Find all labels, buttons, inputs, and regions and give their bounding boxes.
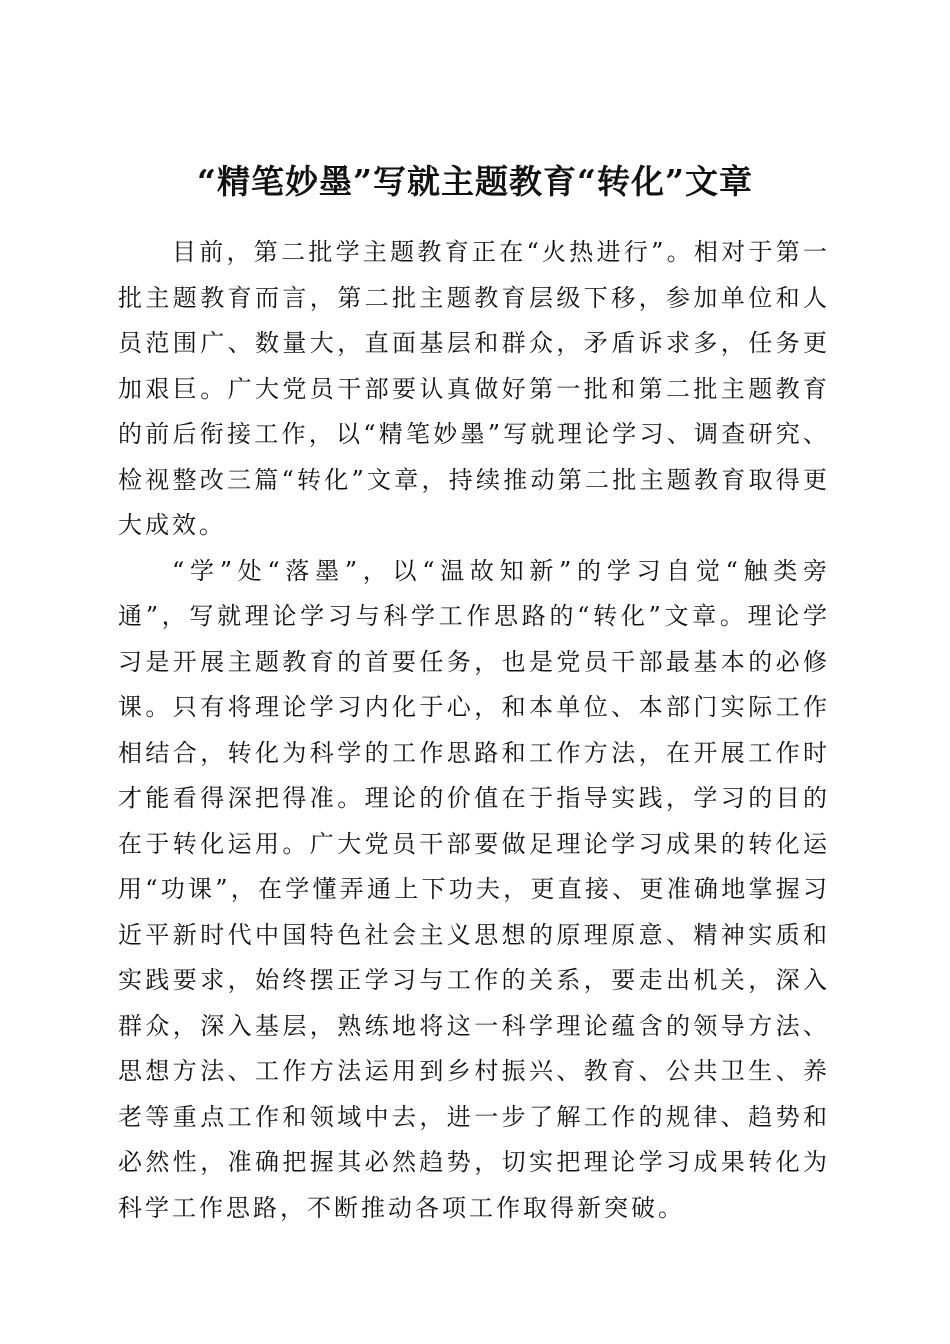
document-body — [118, 230, 830, 1231]
document-title: “精笔妙墨”写就主题教育“转化”文章 — [197, 162, 753, 202]
paragraph-intro: 目前，第二批学主题教育正在“火热进行”。相对于第一批主题教育而言，第二批主题教育层级下移，参加单位和人员范围广、数量大，直面基层和群众，矛盾诉求多，任务更加艰巨。广大党员干部要认真做好第一批和第二批主题教育的前后衔接工作，以“精笔妙墨”写就理论学习、调查研究、检视整改三篇“转化”文章，持续推动第二批主题教育取得更大成效。 — [118, 238, 830, 539]
paragraph-theory-study: “学”处“落墨”，以“温故知新”的学习自觉“触类旁通”，写就理论学习与科学工作思路的“转化”文章。理论学习是开展主题教育的首要任务，也是党员干部最基本的必修课。只有将理论学习内化于心，和本单位、本部门实际工作相结合，转化为科学的工作思路和工作方法，在开展工作时才能看得深把得准。理论的价值在于指导实践，学习的目的在于转化运用。广大党员干部要做足理论学习成果的转化运用“功课”，在学懂弄通上下功夫，更直接、更准确地掌握习近平新时代中国特色社会主义思想的原理原意、精神实质和实践要求，始终摆正学习与工作的关系，要走出机关，深入群众，深入基层，熟练地将这一科学理论蕴含的领导方法、思想方法、工作方法运用到乡村振兴、教育、公共卫生、养老等重点工作和领域中去，进一步了解工作的规律、趋势和必然性，准确把握其必然趋势，切实把理论学习成果转化为科学工作思路，不断推动各项工作取得新突破。 — [118, 556, 830, 1222]
